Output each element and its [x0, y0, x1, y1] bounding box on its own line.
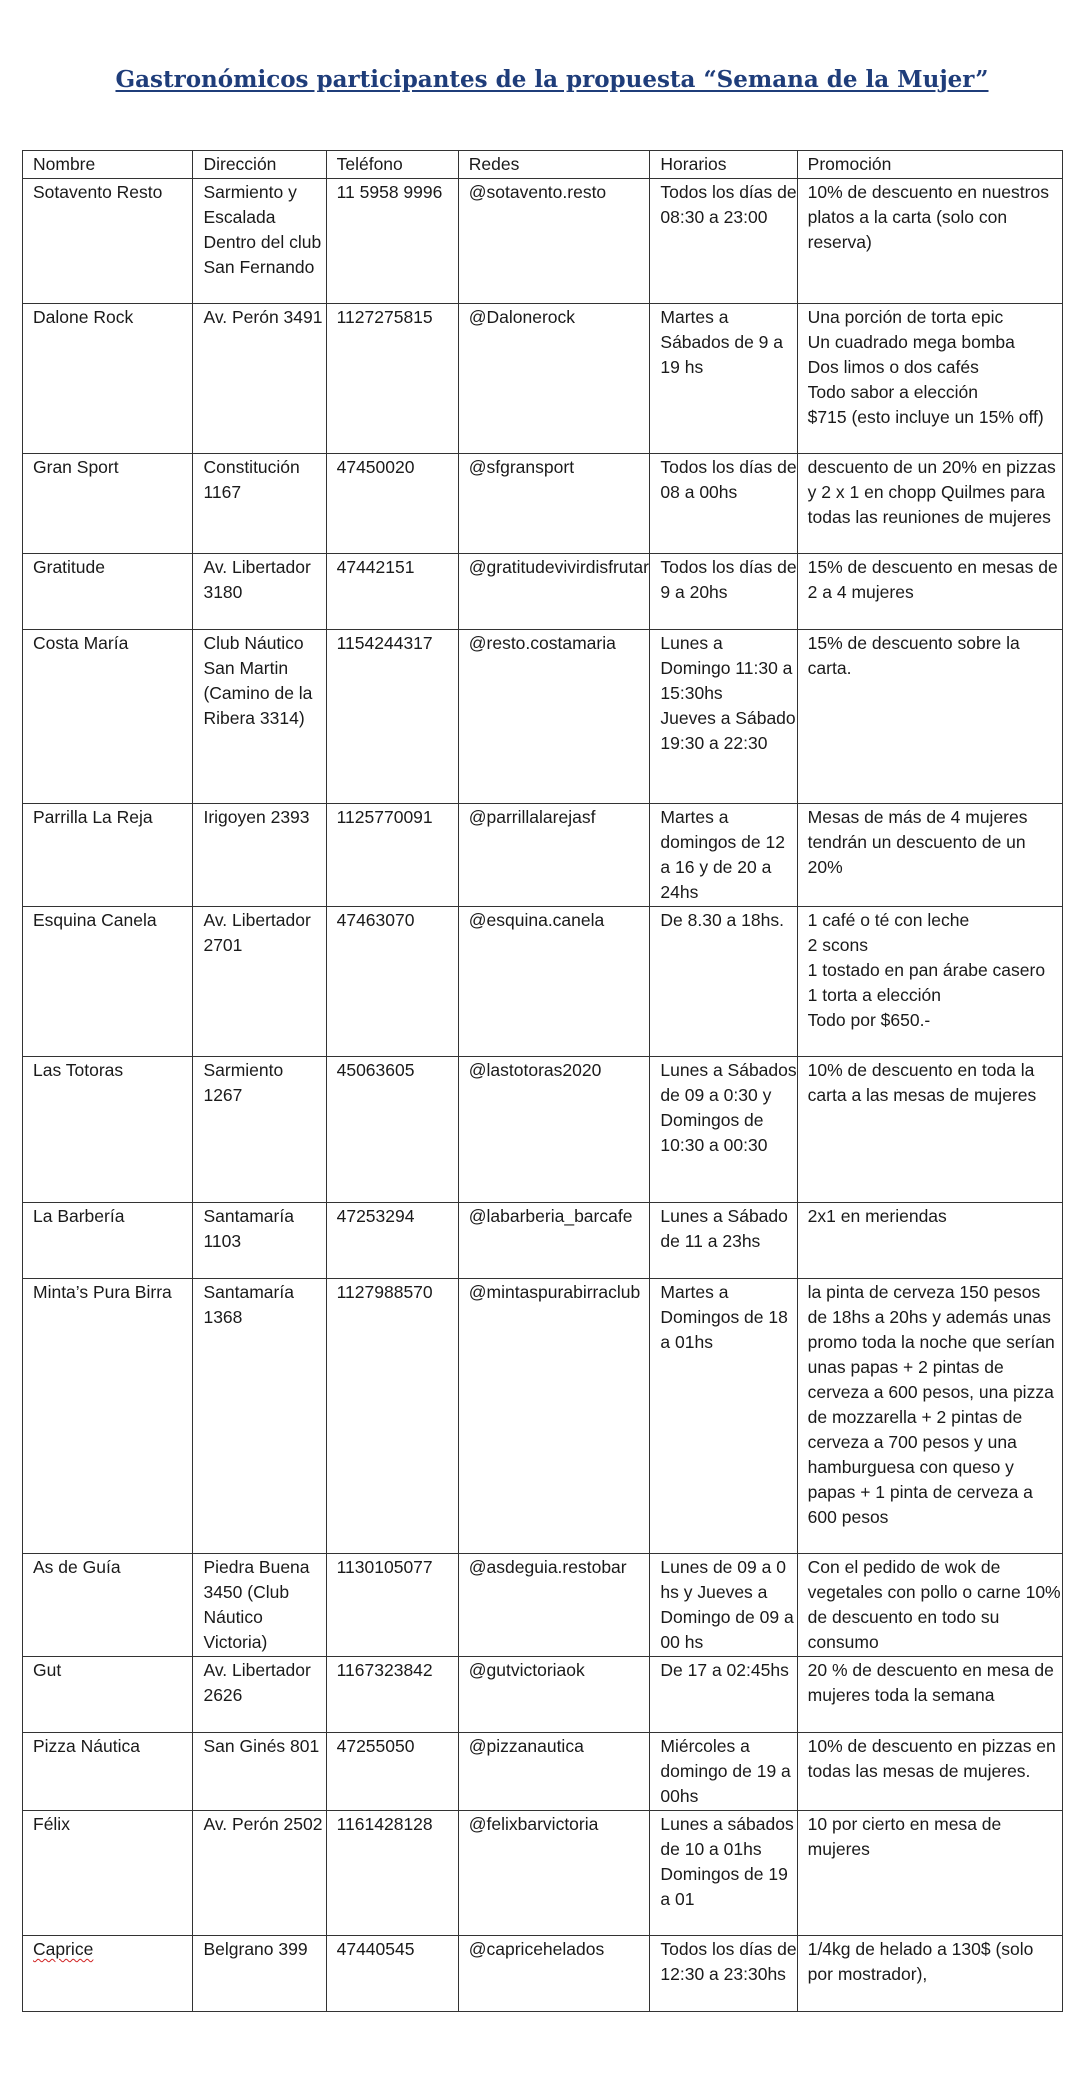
cell-direccion: Av. Perón 3491 [193, 304, 326, 454]
cell-nombre: Félix [23, 1811, 193, 1936]
header-redes: Redes [458, 151, 650, 179]
cell-promocion: descuento de un 20% en pizzas y 2 x 1 en chopp Quilmes para todas las reuniones de mujeres [797, 454, 1062, 554]
cell-horarios: Martes a domingos de 12 a 16 y de 20 a 24hs [650, 804, 797, 907]
table-row [23, 179, 1063, 304]
cell-horarios: De 8.30 a 18hs. [650, 907, 797, 1057]
cell-direccion: Av. Libertador 2626 [193, 1657, 326, 1733]
participants-table [22, 150, 1066, 2012]
table-row [23, 907, 1063, 1057]
cell-nombre: As de Guía [23, 1554, 193, 1657]
cell-telefono: 47463070 [326, 907, 458, 1057]
table-row [23, 1657, 1063, 1733]
cell-horarios: Todos los días de 08:30 a 23:00 [650, 179, 797, 304]
cell-nombre: Sotavento Resto [23, 179, 193, 304]
cell-redes: @lastotoras2020 [458, 1057, 650, 1203]
cell-horarios: Lunes de 09 a 0 hs y Jueves a Domingo de 09 a 00 hs [650, 1554, 797, 1657]
cell-telefono: 47253294 [326, 1203, 458, 1279]
table-row [23, 554, 1063, 630]
cell-telefono: 1130105077 [326, 1554, 458, 1657]
header-horarios: Horarios [650, 151, 797, 179]
cell-direccion: Av. Libertador 2701 [193, 907, 326, 1057]
cell-promocion: 20 % de descuento en mesa de mujeres toda la semana [797, 1657, 1062, 1733]
cell-promocion: 1/4kg de helado a 130$ (solo por mostrador), [797, 1936, 1062, 2012]
cell-horarios: Martes a Sábados de 9 a 19 hs [650, 304, 797, 454]
cell-telefono: 1127988570 [326, 1279, 458, 1554]
page-title: Gastronómicos participantes de la propuesta “Semana de la Mujer” [115, 66, 989, 93]
cell-nombre: Gratitude [23, 554, 193, 630]
cell-promocion: Una porción de torta epic Un cuadrado mega bomba Dos limos o dos cafés Todo sabor a elección $715 (esto incluye un 15% off) [797, 304, 1062, 454]
cell-horarios: Todos los días de 9 a 20hs [650, 554, 797, 630]
cell-direccion: Santamaría 1103 [193, 1203, 326, 1279]
cell-redes: @capricehelados [458, 1936, 650, 2012]
cell-horarios: De 17 a 02:45hs [650, 1657, 797, 1733]
cell-nombre [23, 1936, 193, 2012]
cell-direccion: Av. Libertador 3180 [193, 554, 326, 630]
cell-redes: @labarberia_barcafe [458, 1203, 650, 1279]
cell-direccion: San Ginés 801 [193, 1733, 326, 1811]
cell-nombre: Costa María [23, 630, 193, 804]
cell-redes: @pizzanautica [458, 1733, 650, 1811]
spellcheck-underlined-text: Caprice [33, 1939, 94, 1959]
cell-telefono: 45063605 [326, 1057, 458, 1203]
cell-promocion: 10% de descuento en pizzas en todas las mesas de mujeres. [797, 1733, 1062, 1811]
cell-direccion: Santamaría 1368 [193, 1279, 326, 1554]
cell-direccion: Belgrano 399 [193, 1936, 326, 2012]
cell-direccion: Piedra Buena 3450 (Club Náutico Victoria) [193, 1554, 326, 1657]
table-row [23, 1733, 1063, 1811]
table-row [23, 1936, 1063, 2012]
cell-horarios: Todos los días de 08 a 00hs [650, 454, 797, 554]
cell-horarios: Martes a Domingos de 18 a 01hs [650, 1279, 797, 1554]
cell-promocion: 2x1 en meriendas [797, 1203, 1062, 1279]
cell-direccion: Sarmiento 1267 [193, 1057, 326, 1203]
table-row [23, 1057, 1063, 1203]
cell-telefono: 1167323842 [326, 1657, 458, 1733]
cell-redes: @mintaspurabirraclub [458, 1279, 650, 1554]
cell-direccion: Irigoyen 2393 [193, 804, 326, 907]
cell-promocion: Mesas de más de 4 mujeres tendrán un descuento de un 20% [797, 804, 1062, 907]
cell-promocion: 15% de descuento en mesas de 2 a 4 mujeres [797, 554, 1062, 630]
cell-promocion: 10% de descuento en toda la carta a las mesas de mujeres [797, 1057, 1062, 1203]
cell-horarios: Lunes a Sábados de 09 a 0:30 y Domingos de 10:30 a 00:30 [650, 1057, 797, 1203]
cell-redes: @esquina.canela [458, 907, 650, 1057]
table-header-row [23, 151, 1063, 179]
cell-redes: @asdeguia.restobar [458, 1554, 650, 1657]
table-row [23, 304, 1063, 454]
header-nombre: Nombre [23, 151, 193, 179]
cell-promocion: 10% de descuento en nuestros platos a la carta (solo con reserva) [797, 179, 1062, 304]
cell-direccion: Sarmiento y Escalada Dentro del club San Fernando [193, 179, 326, 304]
cell-telefono: 1154244317 [326, 630, 458, 804]
cell-promocion: 10 por cierto en mesa de mujeres [797, 1811, 1062, 1936]
cell-telefono: 47442151 [326, 554, 458, 630]
table-row [23, 1279, 1063, 1554]
cell-direccion: Constitución 1167 [193, 454, 326, 554]
cell-direccion: Club Náutico San Martin (Camino de la Ribera 3314) [193, 630, 326, 804]
cell-redes: @gutvictoriaok [458, 1657, 650, 1733]
cell-horarios: Lunes a Domingo 11:30 a 15:30hs Jueves a Sábado 19:30 a 22:30 [650, 630, 797, 804]
table-row [23, 1811, 1063, 1936]
cell-horarios: Miércoles a domingo de 19 a 00hs [650, 1733, 797, 1811]
cell-telefono: 47450020 [326, 454, 458, 554]
cell-telefono: 47440545 [326, 1936, 458, 2012]
cell-redes: @sfgransport [458, 454, 650, 554]
cell-promocion: Con el pedido de wok de vegetales con pollo o carne 10% de descuento en todo su consumo [797, 1554, 1062, 1657]
cell-horarios: Todos los días de 12:30 a 23:30hs [650, 1936, 797, 2012]
cell-nombre: Minta’s Pura Birra [23, 1279, 193, 1554]
cell-telefono: 11 5958 9996 [326, 179, 458, 304]
cell-nombre: Pizza Náutica [23, 1733, 193, 1811]
cell-direccion: Av. Perón 2502 [193, 1811, 326, 1936]
cell-nombre: Gut [23, 1657, 193, 1733]
cell-nombre: Gran Sport [23, 454, 193, 554]
cell-telefono: 1127275815 [326, 304, 458, 454]
header-telefono: Teléfono [326, 151, 458, 179]
cell-promocion: la pinta de cerveza 150 pesos de 18hs a 20hs y además unas promo toda la noche que serían unas papas + 2 pintas de cerveza a 600 pesos, una pizza de mozzarella + 2 pintas de cerveza a 700 pesos y una hamburguesa con queso y papas + 1 pinta de cerveza a 600 pesos [797, 1279, 1062, 1554]
table-row [23, 630, 1063, 804]
cell-telefono: 1125770091 [326, 804, 458, 907]
cell-nombre: Esquina Canela [23, 907, 193, 1057]
cell-horarios: Lunes a Sábado de 11 a 23hs [650, 1203, 797, 1279]
cell-nombre: La Barbería [23, 1203, 193, 1279]
cell-redes: @resto.costamaria [458, 630, 650, 804]
table-row [23, 454, 1063, 554]
table-row [23, 1554, 1063, 1657]
cell-redes: @gratitudevivirdisfrutar [458, 554, 650, 630]
cell-telefono: 1161428128 [326, 1811, 458, 1936]
cell-redes: @Dalonerock [458, 304, 650, 454]
cell-telefono: 47255050 [326, 1733, 458, 1811]
table-row [23, 804, 1063, 907]
cell-redes: @parrillalarejasf [458, 804, 650, 907]
header-promocion: Promoción [797, 151, 1062, 179]
cell-nombre: Parrilla La Reja [23, 804, 193, 907]
cell-promocion: 1 café o té con leche 2 scons 1 tostado en pan árabe casero 1 torta a elección Todo por $650.- [797, 907, 1062, 1057]
cell-redes: @felixbarvictoria [458, 1811, 650, 1936]
header-direccion: Dirección [193, 151, 326, 179]
table-row [23, 1203, 1063, 1279]
cell-horarios: Lunes a sábados de 10 a 01hs Domingos de 19 a 01 [650, 1811, 797, 1936]
cell-redes: @sotavento.resto [458, 179, 650, 304]
cell-promocion: 15% de descuento sobre la carta. [797, 630, 1062, 804]
cell-nombre: Las Totoras [23, 1057, 193, 1203]
cell-nombre: Dalone Rock [23, 304, 193, 454]
